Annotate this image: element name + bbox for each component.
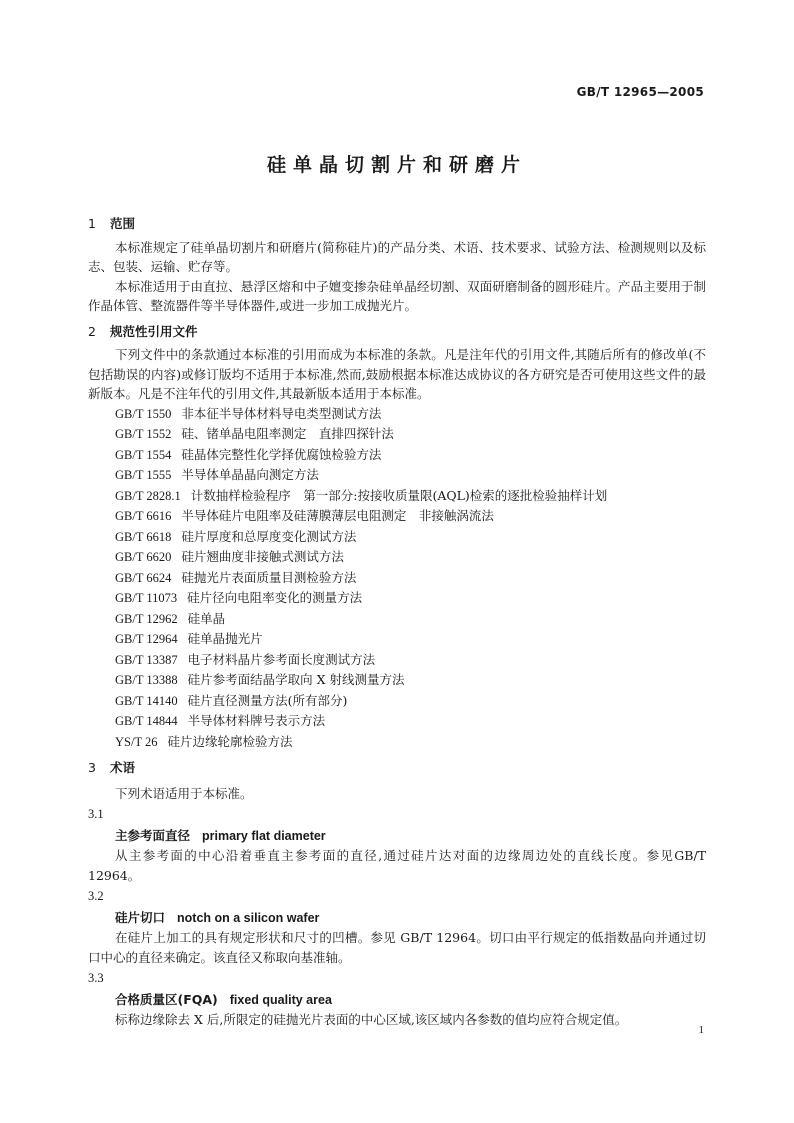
reference-title: 非本征半导体材料导电类型测试方法	[181, 405, 382, 421]
reference-item	[88, 486, 706, 507]
reference-title: 硅片边缘轮廓检验方法	[167, 733, 293, 749]
reference-code: GB/T 13387	[115, 652, 178, 667]
reference-item	[88, 609, 706, 630]
term-english: notch on a silicon wafer	[177, 910, 320, 925]
reference-item	[88, 404, 706, 425]
document-body	[88, 210, 706, 1030]
reference-title: 计数抽样检验程序 第一部分:按接收质量限(AQL)检索的逐批检验抽样计划	[190, 487, 608, 503]
reference-code: GB/T 13388	[115, 673, 178, 687]
reference-title: 半导体单晶晶向测定方法	[181, 467, 319, 482]
reference-code: GB/T 12962	[115, 611, 178, 626]
reference-code: GB/T 1550	[115, 406, 172, 421]
reference-title: 电子材料晶片参考面长度测试方法	[187, 651, 376, 667]
reference-item	[88, 568, 706, 589]
reference-item	[88, 547, 706, 568]
reference-code: GB/T 1552	[115, 427, 172, 441]
reference-title: 硅单晶	[187, 610, 226, 626]
term-definition: 标称边缘除去 X 后,所限定的硅抛光片表面的中心区域,该区域内各参数的值均应符合规定值。	[115, 1012, 628, 1027]
reference-code: GB/T 14844	[115, 714, 178, 728]
term-number: 3.1	[88, 807, 104, 821]
reference-title: 半导体硅片电阻率及硅薄膜薄层电阻测定 非接触涡流法	[181, 508, 494, 523]
reference-item	[88, 465, 706, 486]
reference-title: 硅片翘曲度非接触式测试方法	[181, 549, 344, 564]
reference-item	[88, 527, 706, 548]
term-heading	[88, 826, 706, 847]
reference-title: 硅片直径测量方法(所有部分)	[187, 692, 348, 708]
reference-title: 硅片厚度和总厚度变化测试方法	[181, 528, 357, 544]
reference-list	[88, 404, 706, 753]
reference-code: GB/T 6618	[115, 529, 172, 544]
term-number: 3.3	[88, 971, 104, 985]
reference-title: 半导体材料牌号表示方法	[187, 713, 326, 728]
term-chinese: 主参考面直径	[115, 827, 191, 843]
document-title: 硅单晶切割片和研磨片	[266, 154, 527, 176]
reference-code: GB/T 6616	[115, 509, 172, 523]
reference-code: GB/T 6624	[115, 570, 172, 585]
reference-title: 硅晶体完整性化学择优腐蚀检验方法	[181, 446, 382, 462]
reference-item	[88, 670, 706, 691]
term-chinese: 硅片切口	[115, 909, 166, 925]
section-number: 3	[88, 760, 96, 775]
reference-code: YS/T 26	[115, 734, 158, 749]
reference-item	[88, 711, 706, 732]
term-english: fixed quality area	[229, 992, 332, 1007]
term-heading	[88, 908, 706, 929]
section-title: 术语	[110, 760, 136, 775]
term-english: primary flat diameter	[202, 828, 326, 843]
term-chinese: 合格质量区(FQA)	[115, 991, 218, 1007]
reference-title: 硅单晶抛光片	[187, 631, 263, 646]
reference-title: 硅、锗单晶电阻率测定 直排四探针法	[181, 426, 394, 441]
reference-item	[88, 629, 706, 650]
paragraph: 下列术语适用于本标准。	[115, 785, 253, 801]
reference-item	[88, 424, 706, 445]
reference-code: GB/T 1554	[115, 447, 172, 462]
reference-item	[88, 691, 706, 712]
reference-title: 硅片参考面结晶学取向 X 射线测量方法	[187, 672, 405, 687]
reference-title: 硅片径向电阻率变化的测量方法	[187, 590, 363, 605]
paragraph: 本标准适用于由直拉、悬浮区熔和中子嬗变掺杂硅单晶经切割、双面研磨制备的圆形硅片。产品主要用于制作晶体管、整流器件等半导体器件,或进一步加工成抛光片。	[88, 278, 706, 313]
reference-item	[88, 650, 706, 671]
section-heading-scope	[88, 214, 706, 234]
paragraph: 本标准规定了硅单晶切割片和研磨片(简称硅片)的产品分类、术语、技术要求、试验方法、检测规则以及标志、包装、运输、贮存等。	[88, 239, 706, 274]
reference-title: 硅抛光片表面质量目测检验方法	[181, 569, 357, 585]
section-number: 2	[88, 323, 96, 339]
reference-code: GB/T 14140	[115, 693, 178, 708]
paragraph: 下列文件中的条款通过本标准的引用而成为本标准的条款。凡是注年代的引用文件,其随后所有的修改单(不包括勘误的内容)或修订版均不适用于本标准,然而,鼓励根据本标准达成协议的各方研究是否可使用这些文件的最新版本。凡是不注年代的引用文件,其最新版本适用于本标准。	[88, 347, 706, 401]
term-heading	[88, 990, 706, 1011]
section-heading-terms	[88, 758, 706, 778]
reference-code: GB/T 1555	[115, 468, 172, 482]
reference-code: GB/T 6620	[115, 550, 172, 564]
term-number: 3.2	[88, 889, 104, 903]
section-title: 范围	[110, 216, 136, 231]
term-definition: 从主参考面的中心沿着垂直主参考面的直径,通过硅片达对面的边缘周边处的直线长度。参见GB/T 12964。	[88, 848, 706, 883]
reference-item	[88, 445, 706, 466]
reference-code: GB/T 2828.1	[115, 488, 181, 503]
section-heading-normative-references	[88, 322, 706, 342]
reference-code: GB/T 12964	[115, 632, 178, 646]
reference-code: GB/T 11073	[115, 591, 178, 605]
reference-item	[88, 732, 706, 753]
section-number: 1	[88, 216, 96, 231]
standard-code: GB/T 12965—2005	[576, 85, 704, 99]
term-definition: 在硅片上加工的具有规定形状和尺寸的凹槽。参见 GB/T 12964。切口由平行规定的低指数晶向并通过切口中心的直径来确定。该直径又称取向基准轴。	[88, 930, 706, 965]
reference-item	[88, 506, 706, 527]
section-title: 规范性引用文件	[110, 323, 198, 339]
reference-item	[88, 588, 706, 609]
page-number: 1	[698, 1024, 704, 1036]
